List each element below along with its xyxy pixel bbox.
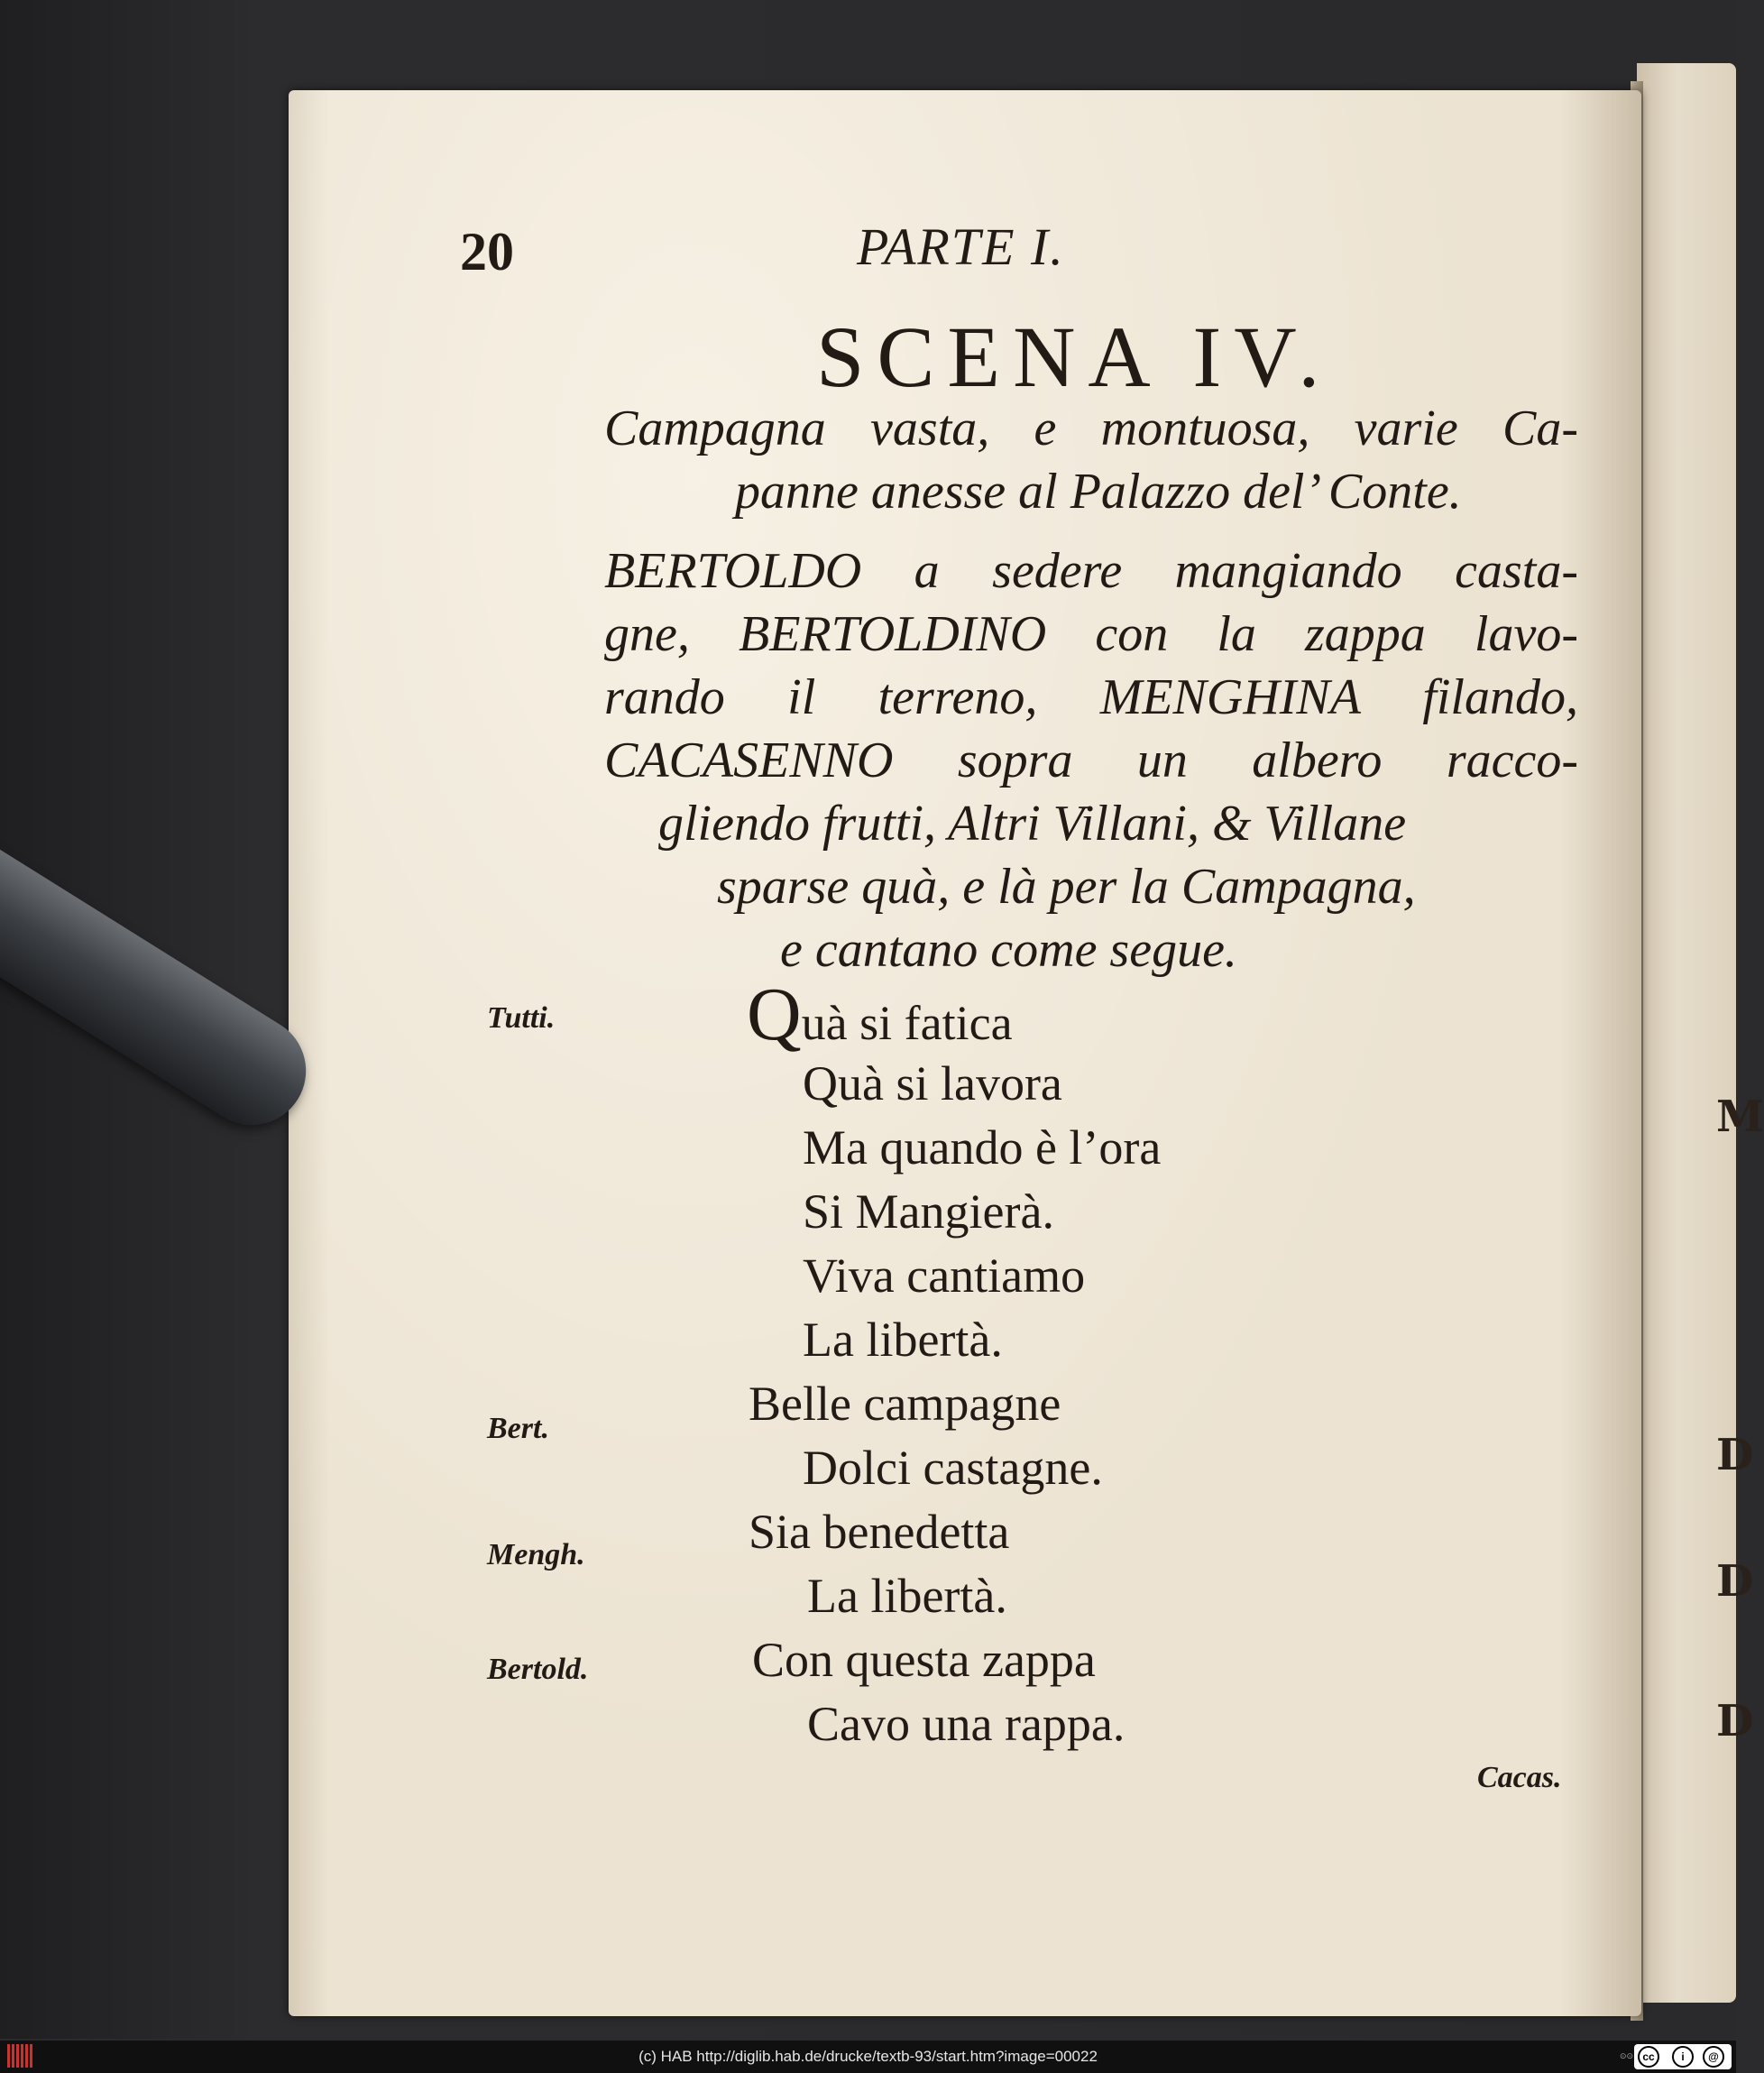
credit-link[interactable]: (c) HAB http://diglib.hab.de/drucke/textb-93/start.htm?image=00022 [639, 2048, 1098, 2065]
verse-line: La libertà. [807, 1569, 1007, 1623]
verse-line: Ma quando è l’ora [803, 1120, 1162, 1175]
next-page-fragment: D [1716, 1556, 1754, 1607]
attribution-icon: i [1672, 2046, 1694, 2068]
stage-direction-line: sparse quà, e là per la Campagna, [717, 859, 1416, 915]
verse-line: Cavo una rappa. [807, 1697, 1125, 1751]
next-page-fragment: M [1716, 1092, 1764, 1142]
drop-cap: Q [747, 972, 802, 1056]
verse-line: La libertà. [803, 1313, 1003, 1367]
next-page-edge [1637, 63, 1764, 2003]
speaker-label: Bertold. [487, 1653, 589, 1686]
page-number: 20 [460, 222, 514, 281]
next-page-fragment: D [1716, 1696, 1754, 1746]
verse-line: Viva cantiamo [803, 1248, 1086, 1303]
verse-line: Si Mangierà. [803, 1184, 1054, 1239]
stage-directions [604, 397, 1578, 981]
scene-heading: SCENA IV. [816, 309, 1333, 405]
stage-direction-line: gliendo frutti, Altri Villani, & Villane [658, 796, 1407, 852]
verse-line: Belle campagne [749, 1377, 1061, 1431]
verse-line-rest: uà si fatica [801, 996, 1013, 1050]
verse-line: Con questa zappa [752, 1633, 1096, 1687]
running-head: PARTE I. [857, 217, 1065, 276]
next-page-fragment: D [1716, 1430, 1754, 1480]
stage-direction-line: e cantano come segue. [780, 922, 1237, 978]
verse-line: Dolci castagne. [803, 1441, 1103, 1495]
share-alike-icon: @ [1703, 2046, 1724, 2068]
speaker-label: Mengh. [487, 1538, 585, 1571]
side-mark: ⊙⊙ [1620, 2051, 1634, 2060]
catchword: Cacas. [1477, 1761, 1562, 1794]
verse-line: Sia benedetta [749, 1505, 1010, 1559]
footer-bar [0, 2041, 1736, 2073]
stage-direction-line: rando il terreno, MENGHINA filando, [604, 669, 1578, 725]
cc-license-badge[interactable] [1634, 2044, 1732, 2069]
stage-direction-line: Campagna vasta, e montuosa, varie Ca- [604, 401, 1578, 456]
verse-line: Quà si lavora [803, 1056, 1062, 1110]
stage-direction-line: panne anesse al Palazzo del’ Conte. [735, 464, 1462, 520]
speaker-label: Bert. [487, 1412, 549, 1445]
cc-icon: cc [1638, 2046, 1659, 2068]
stage-direction-line: gne, BERTOLDINO con la zappa lavo- [604, 606, 1578, 662]
stage-direction-line: CACASENNO sopra un albero racco- [604, 732, 1578, 788]
stage-direction-line: BERTOLDO a sedere mangiando casta- [604, 543, 1578, 599]
verse-line [747, 972, 1013, 1056]
speaker-label: Tutti. [487, 1001, 556, 1035]
